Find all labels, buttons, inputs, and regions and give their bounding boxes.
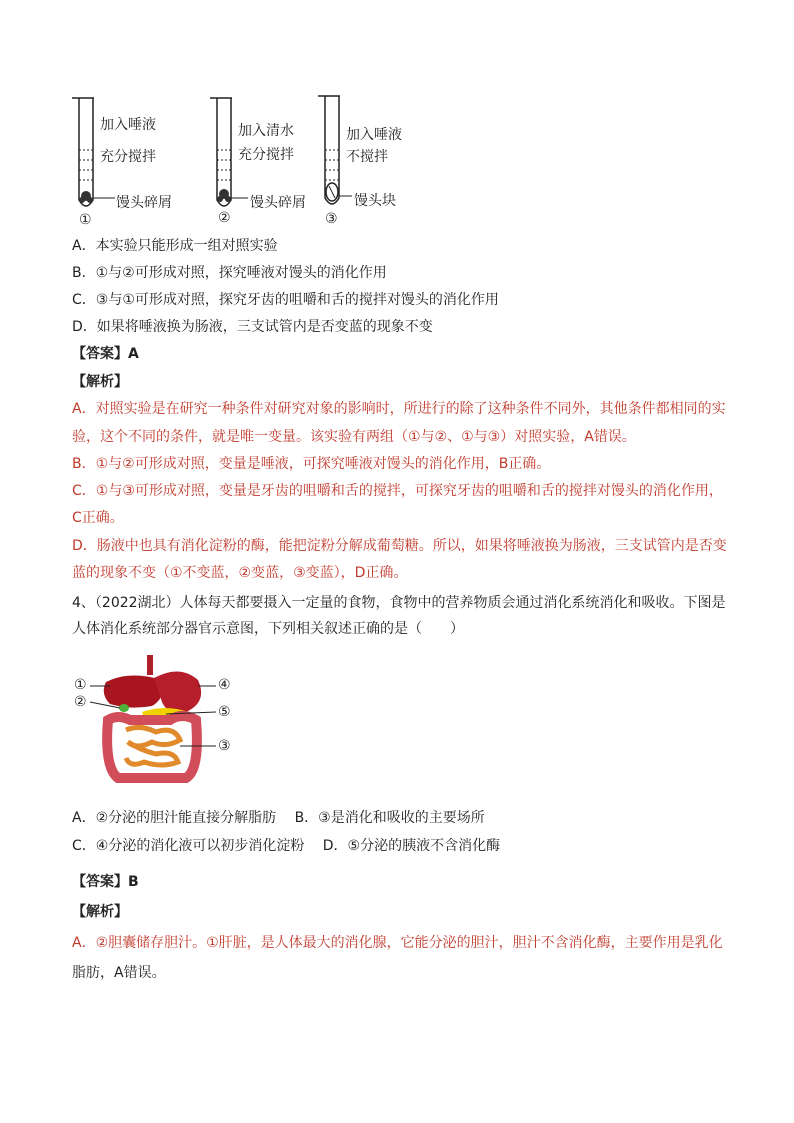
tube-3-label-3: 馒头块 (354, 193, 396, 209)
organ-label-5: ⑤ (218, 704, 231, 720)
q3-option-b: B．①与②可形成对照，探究唾液对馒头的消化作用 (72, 265, 387, 281)
organ-label-2: ② (74, 694, 87, 710)
tube-3-number: ③ (325, 211, 338, 227)
organ-label-3: ③ (218, 738, 231, 754)
q3-analysis-title: 【解析】 (72, 374, 128, 390)
q3-option-c: C．③与①可形成对照，探究牙齿的咀嚼和舌的搅拌对馒头的消化作用 (72, 292, 499, 308)
tube-2-label-2: 充分搅拌 (238, 147, 294, 163)
test-tube-figure (0, 0, 794, 240)
q3-analysis-line-7: 蓝的现象不变（①不变蓝，②变蓝，③变蓝），D正确。 (72, 565, 408, 581)
q3-analysis-line-2: 验，这个不同的条件，就是唯一变量。该实验有两组（①与②、①与③）对照实验，A错误。 (72, 429, 636, 445)
tube-1-label-3: 馒头碎屑 (116, 195, 172, 211)
q4-options-row-2: C．④分泌的消化液可以初步消化淀粉 D．⑤分泌的胰液不含消化酶 (72, 838, 501, 854)
tube-1-label-1: 加入唾液 (100, 117, 156, 133)
q4-analysis-line-1: A．②胆囊储存胆汁。①肝脏，是人体最大的消化腺，它能分泌的胆汁，胆汁不含消化酶，主要作用是乳化 (72, 935, 723, 951)
organ-label-4: ④ (218, 677, 231, 693)
q3-analysis-line-3: B．①与②可形成对照，变量是唾液，可探究唾液对馒头的消化作用，B正确。 (72, 456, 551, 472)
q4-analysis-line-2: 脂肪，A错误。 (72, 965, 166, 981)
tube-3-label-2: 不搅拌 (346, 149, 388, 165)
q4-analysis-title: 【解析】 (72, 904, 128, 920)
q3-analysis-line-5: C正确。 (72, 510, 124, 526)
q3-analysis-line-4: C．①与③可形成对照，变量是牙齿的咀嚼和舌的搅拌，可探究牙齿的咀嚼和舌的搅拌对馒头的消化作用， (72, 483, 723, 499)
q3-analysis-line-6: D．肠液中也具有消化淀粉的酶，能把淀粉分解成葡萄糖。所以，如果将唾液换为肠液，三支试管内是否变 (72, 538, 727, 554)
q3-answer: 【答案】A (72, 346, 139, 362)
digestive-organs-illustration (70, 650, 230, 790)
organ-label-1: ① (74, 677, 87, 693)
q4-options-row-1: A．②分泌的胆汁能直接分解脂肪 B．③是消化和吸收的主要场所 (72, 810, 485, 826)
q3-analysis-line-1: A．对照实验是在研究一种条件对研究对象的影响时，所进行的除了这种条件不同外，其他条件都相同的实 (72, 401, 726, 417)
digestive-system-figure (70, 650, 230, 794)
q4-stem-line-1: 4、（2022湖北）人体每天都要摄入一定量的食物，食物中的营养物质会通过消化系统消化和吸收。下图是 (72, 595, 726, 611)
tube-3-label-1: 加入唾液 (346, 127, 402, 143)
q3-option-d: D．如果将唾液换为肠液，三支试管内是否变蓝的现象不变 (72, 319, 433, 335)
q4-answer: 【答案】B (72, 874, 139, 890)
q3-option-a: A．本实验只能形成一组对照实验 (72, 238, 278, 254)
tube-2-number: ② (218, 210, 231, 226)
tube-1-label-2: 充分搅拌 (100, 149, 156, 165)
tube-2-label-1: 加入清水 (238, 123, 294, 139)
tube-2-label-3: 馒头碎屑 (250, 195, 306, 211)
q4-stem-line-2: 人体消化系统部分器官示意图，下列相关叙述正确的是（ ） (72, 621, 464, 637)
tube-1-number: ① (79, 212, 92, 228)
